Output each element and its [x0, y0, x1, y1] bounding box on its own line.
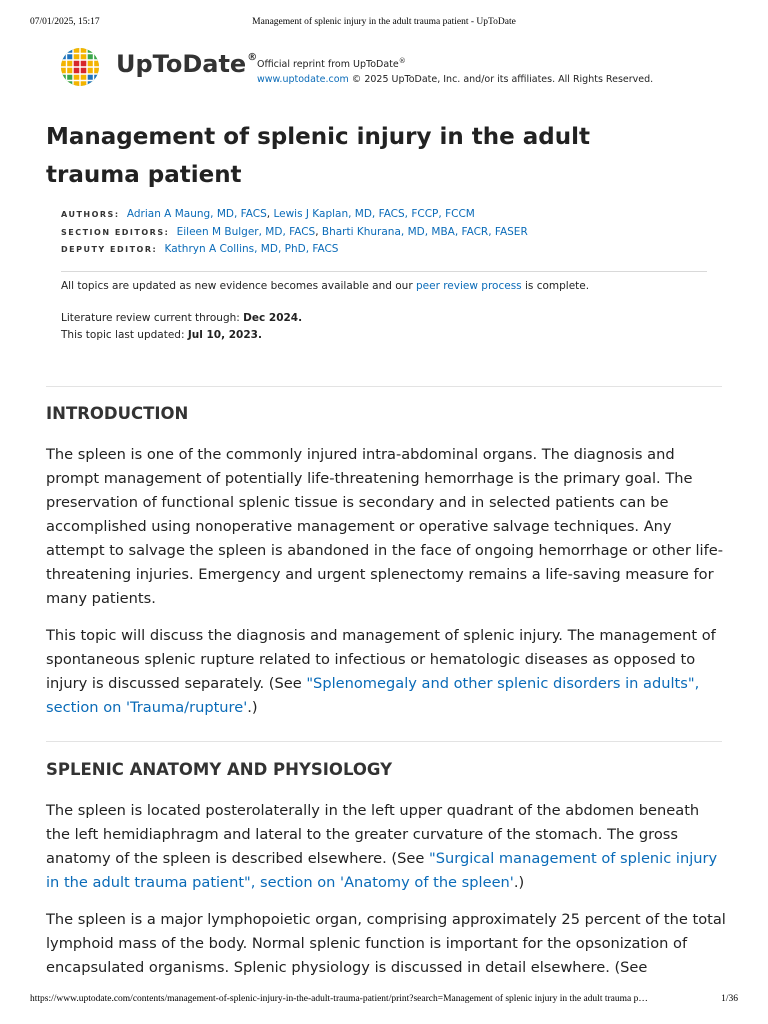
- reprint-notice: [257, 54, 653, 87]
- deputy-editor-label: DEPUTY EDITOR:: [61, 245, 158, 254]
- print-footer-url: https://www.uptodate.com/contents/management-of-splenic-injury-in-the-adult-trauma-patient/print?search=Management of splenic injury in the adult trauma p…: [30, 994, 648, 1004]
- intro-p2-end: .): [247, 699, 258, 716]
- reprint-line: Official reprint from UpToDate: [257, 59, 399, 71]
- editor-separator: ,: [315, 225, 322, 238]
- splenomegaly-topic-link[interactable]: "Splenomegaly and other splenic disorders in adults", section on 'Trauma/rupture': [46, 675, 700, 716]
- lit-review-period: .: [298, 312, 303, 324]
- page-number: 1/36: [721, 994, 738, 1004]
- intro-paragraph-1: The spleen is one of the commonly injured intra-abdominal organs. The diagnosis and prompt management of potentially life-threatening hemorrhage is the primary goal. The preservation of functional splenic tissue is secondary and in selected patients can be accomplished using nonoperative management or operative salvage techniques. Any attempt to salvage the spleen is abandoned in the face of ongoing hemorrhage or other life-threatening injuries. Emergency and urgent splenectomy remains a life-saving measure for many patients.: [46, 446, 723, 607]
- update-notice: [61, 278, 589, 294]
- article-credits: [61, 206, 528, 259]
- author-link[interactable]: Adrian A Maung, MD, FACS: [126, 208, 267, 220]
- lit-review-label: Literature review current through:: [61, 312, 244, 324]
- brand-wordmark: [116, 50, 257, 78]
- anatomy-p1-end: .): [513, 874, 525, 891]
- anatomy-paragraph-1: [46, 799, 726, 895]
- uptodate-logo-icon: [60, 47, 100, 87]
- lit-review-date: Dec 2024: [243, 312, 299, 324]
- brand-name: UpToDate: [116, 50, 247, 78]
- section-heading-anatomy: SPLENIC ANATOMY AND PHYSIOLOGY: [46, 760, 393, 779]
- author-separator: ,: [266, 208, 274, 220]
- print-header: [0, 17, 768, 31]
- copyright-text: © 2025 UpToDate, Inc. and/or its affiliates. All Rights Reserved.: [348, 74, 654, 86]
- anatomy-paragraph-2: The spleen is a major lymphopoietic organ, comprising approximately 25 percent of the total lymphoid mass of the body. Normal splenic function is important for the opsonization of encapsulated organisms. Splenic physiology is discussed in detail elsewhere. (See: [46, 911, 726, 976]
- peer-review-link[interactable]: peer review process: [415, 280, 522, 292]
- section-divider: [46, 386, 722, 387]
- notice-text: All topics are updated as new evidence becomes available and our: [61, 280, 416, 292]
- section-editor-link[interactable]: Eileen M Bulger, MD, FACS: [176, 225, 316, 238]
- last-updated-date: Jul 10, 2023: [187, 328, 258, 341]
- reprint-reg-mark: ®: [398, 57, 406, 65]
- notice-text-end: is complete.: [521, 280, 590, 292]
- last-updated-period: .: [257, 328, 262, 341]
- article-title: Management of splenic injury in the adult trauma patient: [46, 124, 590, 188]
- section-editor-link[interactable]: Bharti Khurana, MD, MBA, FACR, FASER: [321, 225, 528, 238]
- deputy-editor-link[interactable]: Kathryn A Collins, MD, PhD, FACS: [164, 243, 339, 255]
- intro-p2-text: This topic will discuss the diagnosis and management of splenic injury. The management of spontaneous splenic rupture related to infectious or hematologic diseases as opposed to injury is discussed separately. (See: [46, 627, 716, 692]
- surgical-management-topic-link[interactable]: "Surgical management of splenic injury in the adult trauma patient", section on 'Anatomy of the spleen': [46, 850, 718, 891]
- section-heading-introduction: INTRODUCTION: [46, 404, 189, 423]
- divider: [61, 271, 707, 272]
- review-dates: [61, 310, 302, 343]
- author-link[interactable]: Lewis J Kaplan, MD, FACS, FCCP, FCCM: [273, 208, 475, 220]
- brand-reg-mark: ®: [247, 52, 258, 63]
- print-footer: [0, 994, 768, 1008]
- uptodate-site-link[interactable]: www.uptodate.com: [257, 74, 349, 86]
- anatomy-p1-text: The spleen is located posterolaterally in the left upper quadrant of the abdomen beneath the left hemidiaphragm and lateral to the greater curvature of the stomach. The gross anatomy of the spleen is described elsewhere. (See: [46, 802, 700, 867]
- intro-paragraph-2: [46, 624, 726, 720]
- section-editors-label: SECTION EDITORS:: [61, 227, 170, 237]
- section-divider: [46, 741, 722, 742]
- authors-label: AUTHORS:: [61, 210, 120, 219]
- print-page-title: Management of splenic injury in the adult trauma patient - UpToDate: [252, 17, 516, 27]
- last-updated-label: This topic last updated:: [61, 328, 188, 341]
- print-datetime: 07/01/2025, 15:17: [30, 17, 100, 27]
